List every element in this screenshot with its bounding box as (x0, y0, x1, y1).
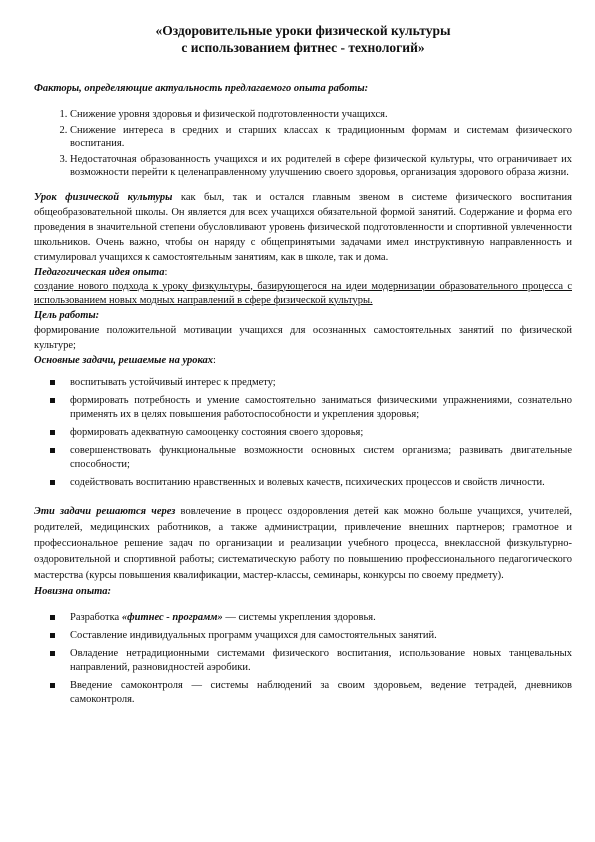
bullet-square-icon (50, 651, 55, 656)
tasks-item: формировать потребность и умение самостоятельно заниматься физическими упражнениями, сознательно применять их в целях повышения работоспособности и укрепления здоровья; (34, 394, 572, 422)
bullet-square-icon (50, 683, 55, 688)
bullet-square-icon (50, 430, 55, 435)
title-line-1: «Оздоровительные уроки физической культуры (155, 23, 451, 38)
tasks-colon: : (213, 354, 216, 366)
novelty-list (34, 611, 572, 707)
goal-heading: Цель работы: (34, 309, 100, 321)
solved-text: вовлечение в процесс оздоровления детей как можно больше учащихся, учителей, родителей, медицинских работников, а также администрации, привлечение внешних партнеров; грамотное и профессиональное решение задач по организации и реализации учебного процесса, внеклассной физкультурно-оздоровительной и спортивной работы; систематическую работу по повышению профессионального педагогического мастерства (курсы повышения квалификации, мастер-классы, семинары, конкурсы по своему предмету). (34, 505, 572, 581)
tasks-heading: Основные задачи, решаемые на уроках (34, 354, 214, 366)
bullet-square-icon (50, 398, 55, 403)
idea-text: создание нового подхода к уроку физкультуры, базирующегося на идеи модернизации образовательного процесса с использованием новых модных направлений в сфере физической культуры. (34, 280, 572, 306)
novelty-item: Введение самоконтроля — системы наблюдений за своим здоровьем, ведение тетрадей, дневников самоконтроля. (34, 679, 572, 707)
solved-paragraph (34, 504, 572, 584)
factors-item: 3. Недостаточная образованность учащихся и их родителей в сфере физической культуры, что ограничивает их возможности перейти к целенаправленному улучшению своего здоровья, организация здорового образа жизни. (70, 153, 572, 180)
solved-lead: Эти задачи решаются через (34, 505, 176, 517)
tasks-heading-line (34, 353, 572, 368)
tasks-item: содействовать воспитанию нравственных и волевых качеств, психических процессов и свойств личности. (34, 476, 572, 490)
novelty-item: Составление индивидуальных программ учащихся для самостоятельных занятий. (34, 629, 572, 643)
bullet-square-icon (50, 633, 55, 638)
bullet-square-icon (50, 448, 55, 453)
bullet-square-icon (50, 380, 55, 385)
idea-colon: : (164, 266, 168, 278)
goal-text: формирование положительной мотивации учащихся для осознанных самостоятельных занятий по физической культуре; (34, 324, 572, 351)
bullet-square-icon (50, 615, 55, 620)
lesson-paragraph (34, 190, 572, 265)
document-page (34, 14, 572, 711)
tasks-item: совершенствовать функциональные возможности основных систем организма; развивать двигательные способности; (34, 444, 572, 472)
novelty-item: Разработка «фитнес - программ» — системы укрепления здоровья. (34, 611, 572, 625)
idea-heading-line (34, 265, 572, 280)
factors-heading: Факторы, определяющие актуальность предлагаемого опыта работы: (34, 83, 369, 94)
document-title (34, 22, 572, 56)
factors-item: 2. Снижение интереса в средних и старших классах к традиционным формам и системам физического воспитания. (70, 124, 572, 151)
tasks-item: формировать адекватную самооценку состояния своего здоровья; (34, 426, 572, 440)
bullet-square-icon (50, 480, 55, 485)
lesson-lead: Урок физической культуры (34, 191, 173, 203)
tasks-item: воспитывать устойчивый интерес к предмету; (34, 376, 572, 390)
novelty-item: Овладение нетрадиционными системами физического воспитания, использование новых танцевальных направлений, разновидностей аэробики. (34, 647, 572, 675)
tasks-list (34, 376, 572, 490)
factors-list (34, 108, 572, 180)
title-line-2: с использованием фитнес - технологий» (181, 40, 425, 55)
factors-item: 1. Снижение уровня здоровья и физической подготовленности учащихся. (70, 108, 572, 122)
lesson-text: как был, так и остался главным звеном в системе физического воспитания общеобразовательной школы. Он является для всех учащихся обязательной формой занятий. Содержание и форма его проведения в значительной степени обусловливают уровень физической подготовленности и спортивной увлеченности школьников. Очень важно, чтобы он наряду с общепринятыми задачами имел инструктивную направленность и стимулировал учащихся к самостоятельным занятиям, как в школе, так и дома. (34, 191, 572, 263)
idea-heading: Педагогическая идея опыта (34, 266, 165, 278)
novelty-heading: Новизна опыта: (34, 585, 112, 597)
